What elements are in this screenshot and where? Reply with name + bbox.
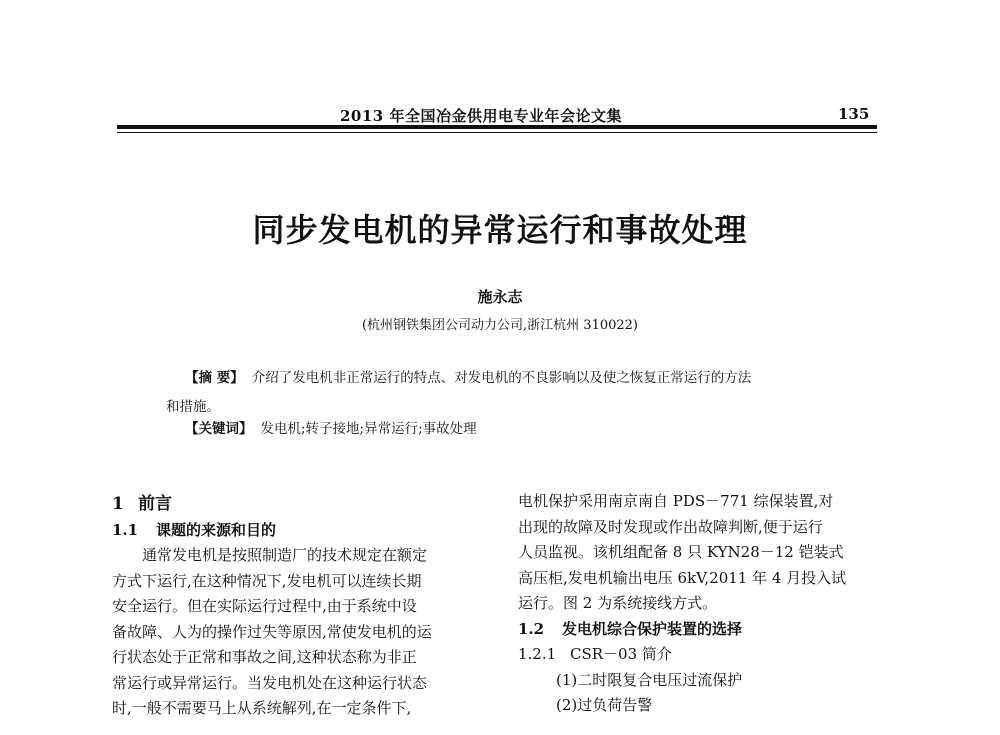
section-1-1-number: 1.1 [112, 520, 139, 539]
section-1-title: 前言 [138, 494, 172, 514]
section-1-1-title: 课题的来源和目的 [156, 520, 277, 539]
list-item: (1)二时限复合电压过流保护 [556, 670, 743, 689]
page-number: 135 [838, 105, 870, 123]
text-line: 人员监视。该机组配备 8 只 KYN28－12 铠装式 [518, 543, 844, 561]
left-column [112, 492, 482, 722]
abstract [185, 366, 751, 386]
paper-title: 同步发电机的异常运行和事故处理 [252, 211, 748, 249]
section-1-2-title: 发电机综合保护装置的选择 [562, 619, 743, 638]
section-1-1-heading [112, 518, 482, 544]
abstract-text-line-1: 介绍了发电机非正常运行的特点、对发电机的不良影响以及使之恢复正常运行的方法 [251, 370, 752, 386]
text-line: 出现的故障及时发现或作出故障判断,便于运行 [518, 517, 823, 536]
text-line: 常运行或异常运行。当发电机处在这种运行状态 [112, 673, 428, 692]
abstract-text-line-2: 和措施。 [166, 399, 220, 415]
body-paragraph [518, 489, 888, 617]
section-1-2-heading [518, 617, 888, 643]
text-line: 运行。图 2 为系统接线方式。 [518, 594, 718, 612]
text-line: 备故障、人为的操作过失等原因,常使发电机的运 [112, 622, 432, 641]
section-1-number: 1 [112, 494, 124, 514]
right-column [518, 489, 888, 719]
header-rule-thick [117, 125, 877, 129]
list-item: (2)过负荷告警 [556, 696, 653, 714]
text-line: 通常发电机是按照制造厂的技术规定在额定 [142, 546, 428, 564]
keywords-text: 发电机;转子接地;异常运行;事故处理 [260, 421, 477, 437]
abstract-label: 【摘 要】 [185, 370, 244, 386]
running-title: 2013 年全国冶金供用电专业年会论文集 [340, 107, 622, 125]
section-1-2-1-number: 1.2.1 [518, 645, 557, 663]
section-1-heading [112, 492, 482, 518]
section-1-2-number: 1.2 [518, 619, 545, 638]
text-line: 高压柜,发电机输出电压 6kV,2011 年 4 月投入试 [518, 568, 847, 587]
text-line: 电机保护采用南京南自 PDS－771 综保装置,对 [518, 492, 834, 510]
section-1-2-1-heading [518, 642, 888, 668]
keywords-label: 【关键词】 [185, 421, 253, 437]
author-affiliation: (杭州钢铁集团公司动力公司,浙江杭州 310022) [361, 318, 639, 333]
body-paragraph [112, 543, 482, 722]
keywords [185, 417, 477, 437]
section-1-2-1-title: CSR－03 简介 [570, 645, 672, 663]
header-rule-thin [117, 132, 877, 133]
text-line: 时,一般不需要马上从系统解列,在一定条件下, [112, 699, 412, 717]
text-line: 行状态处于正常和事故之间,这种状态称为非正 [112, 648, 417, 666]
text-line: 方式下运行,在这种情况下,发电机可以连续长期 [112, 571, 422, 590]
text-line: 安全运行。但在实际运行过程中,由于系统中设 [112, 597, 417, 615]
author-name: 施永志 [477, 288, 523, 306]
